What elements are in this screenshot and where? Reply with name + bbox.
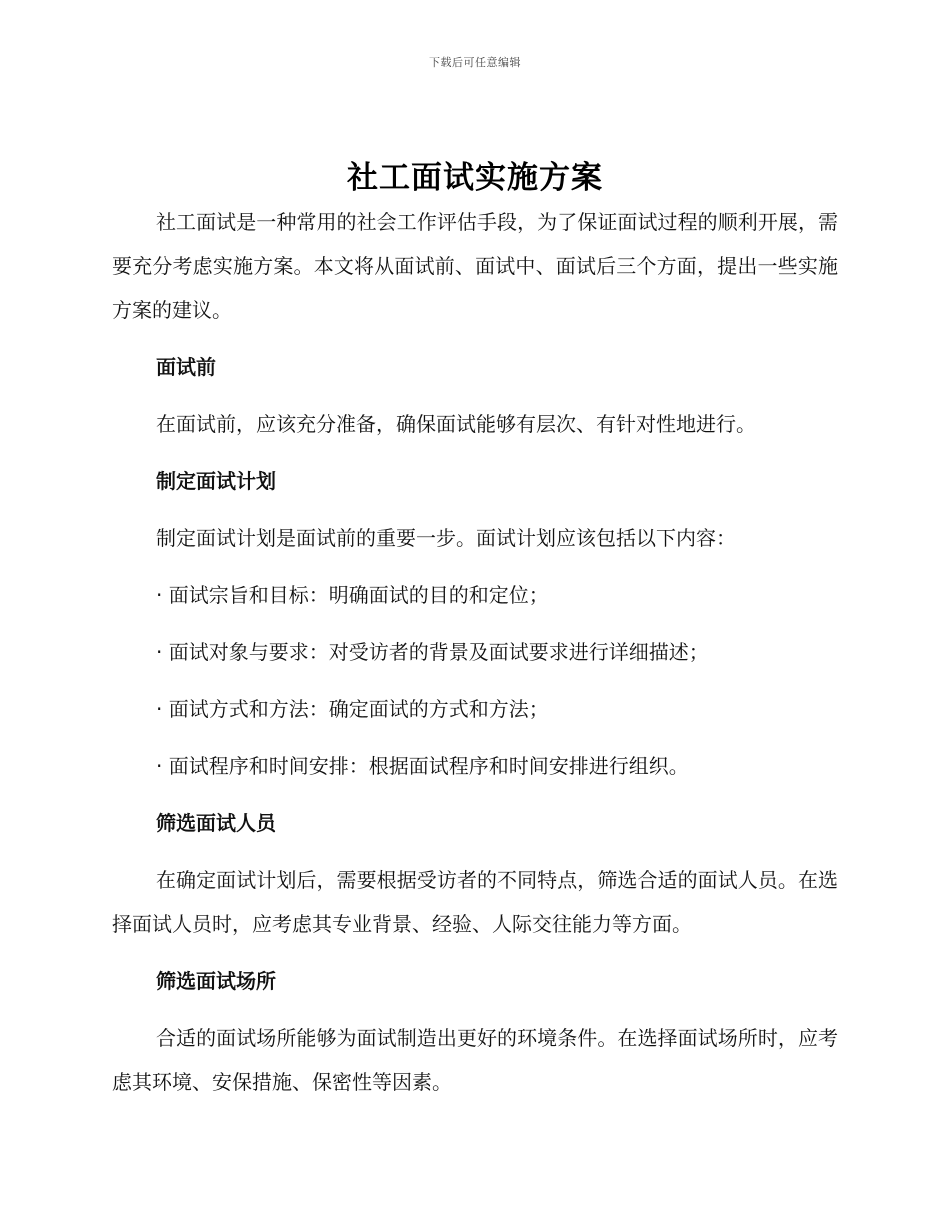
section-text-plan: 制定面试计划是面试前的重要一步。面试计划应该包括以下内容：: [156, 526, 736, 550]
section-heading-before: 面试前: [156, 355, 216, 379]
section-heading-staff: 筛选面试人员: [156, 811, 276, 835]
document-body: [112, 200, 838, 1104]
list-item: · 面试方式和方法：确定面试的方式和方法；: [156, 697, 549, 721]
section-text-before: 在面试前，应该充分准备，确保面试能够有层次、有针对性地进行。: [156, 412, 756, 436]
document-title: 社工面试实施方案: [347, 160, 603, 196]
section-heading-venue: 筛选面试场所: [156, 969, 276, 993]
header-note: 下载后可任意编辑: [429, 56, 521, 69]
list-item: · 面试程序和时间安排：根据面试程序和时间安排进行组织。: [156, 754, 689, 778]
list-item: · 面试宗旨和目标：明确面试的目的和定位；: [156, 583, 549, 607]
list-item: · 面试对象与要求：对受访者的背景及面试要求进行详细描述；: [156, 640, 709, 664]
section-text-venue: 合适的面试场所能够为面试制造出更好的环境条件。在选择面试场所时，应考虑其环境、安保措施、保密性等因素。: [112, 1026, 838, 1094]
section-heading-plan: 制定面试计划: [156, 469, 276, 493]
section-text-staff: 在确定面试计划后，需要根据受访者的不同特点，筛选合适的面试人员。在选择面试人员时，应考虑其专业背景、经验、人际交往能力等方面。: [112, 868, 838, 936]
plan-bullet-list: [112, 573, 838, 788]
intro-paragraph: 社工面试是一种常用的社会工作评估手段，为了保证面试过程的顺利开展，需要充分考虑实施方案。本文将从面试前、面试中、面试后三个方面，提出一些实施方案的建议。: [112, 210, 838, 322]
